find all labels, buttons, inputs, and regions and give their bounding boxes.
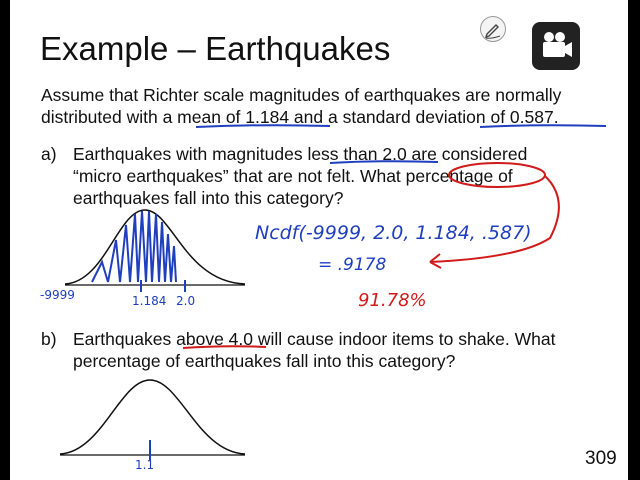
curve-b [60, 380, 245, 454]
part-a-line-2: “micro earthquakes” that are not felt. What percentage of [73, 166, 513, 186]
underline-less-than [330, 161, 438, 163]
part-a-line-3: earthquakes fall into this category? [73, 188, 344, 208]
curve-a-label-value: 2.0 [176, 294, 196, 308]
part-b-line-2: percentage of earthquakes fall into this category? [73, 351, 456, 371]
video-camera-icon [532, 22, 580, 70]
underline-above [183, 346, 266, 348]
part-b-line-1: Earthquakes above 4.0 will cause indoor items to shake. What [73, 329, 556, 349]
curve-a-label-mean: 1.184 [132, 294, 167, 308]
video-camera-button[interactable] [532, 22, 580, 70]
ncdf-annotation: Ncdf(-9999, 2.0, 1.184, .587) [255, 222, 532, 244]
underline-sd [480, 125, 606, 127]
underline-mean [196, 125, 330, 127]
part-a-line-1: Earthquakes with magnitudes less than 2.0 are considered [73, 144, 528, 164]
intro-line-2: distributed with a mean of 1.184 and a standard deviation of 0.587. [41, 107, 559, 127]
curve-b-label-mean: 1.1 [135, 458, 155, 472]
part-a-label: a) [41, 144, 57, 164]
intro-line-1: Assume that Richter scale magnitudes of earthquakes are normally [41, 85, 562, 105]
result-annotation: = .9178 [318, 255, 387, 275]
pen-button[interactable] [480, 16, 506, 42]
part-b-label: b) [41, 329, 57, 349]
page-number: 309 [585, 448, 617, 469]
circle-percentage [449, 163, 545, 187]
arrow-line [430, 176, 559, 262]
slide [10, 0, 628, 480]
curve-a-label-left: -9999 [40, 288, 75, 302]
pen-icon [481, 17, 505, 41]
slide-title: Example – Earthquakes [40, 30, 391, 67]
percent-annotation: 91.78% [358, 290, 427, 311]
